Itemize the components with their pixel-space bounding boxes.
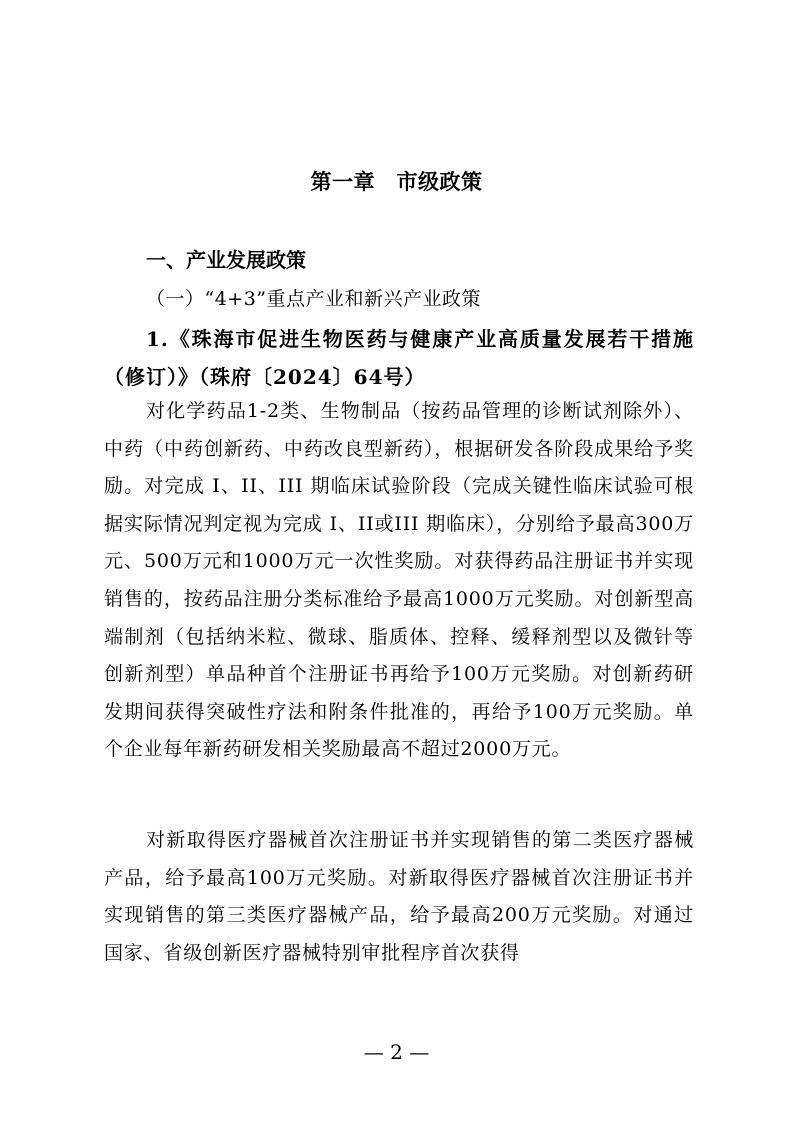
subsection-title: （一）“4+3”重点产业和新兴产业政策: [146, 288, 482, 310]
chapter-title: 第一章 市级政策: [310, 170, 483, 194]
body-paragraph: 对新取得医疗器械首次注册证书并实现销售的第二类医疗器械产品，给予最高100万元奖励。对新取得医疗器械首次注册证书并实现销售的第三类医疗器械产品，给予最高200万元奖励。对通过国家、省级创新医疗器械特别审批程序首次获得: [104, 829, 694, 964]
policy-title: 1.《珠海市促进生物医药与健康产业高质量发展若干措施（修订）》（珠府〔2024〕64号）: [104, 327, 694, 389]
body-paragraph: 对化学药品1-2类、生物制品（按药品管理的诊断试剂除外）、中药（中药创新药、中药改良型新药），根据研发各阶段成果给予奖励。对完成 I、II、III 期临床试验阶段（完成关键性临床试验可根据实际情况判定视为完成 I、II或III 期临床），分别给予最高300万元、500万元和1000万元一次性奖励。对获得药品注册证书并实现销售的，按药品注册分类标准给予最高1000万元奖励。对创新型高端制剂（包括纳米粒、微球、脂质体、控释、缓释剂型以及微针等创新剂型）单品种首个注册证书再给予100万元奖励。对创新药研发期间获得突破性疗法和附条件批准的，再给予100万元奖励。单个企业每年新药研发相关奖励最高不超过2000万元。: [104, 400, 694, 761]
section-title: 一、产业发展政策: [146, 248, 306, 272]
page-number: — 2 —: [363, 1040, 430, 1064]
